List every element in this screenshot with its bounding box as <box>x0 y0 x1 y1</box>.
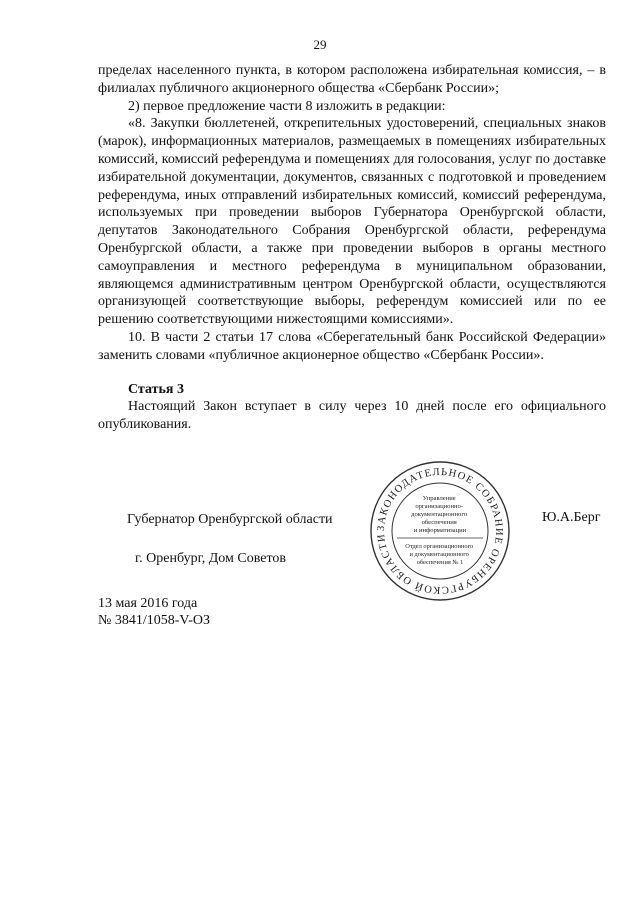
seal-ring-text: ЗАКОНОДАТЕЛЬНОЕ СОБРАНИЕ ОРЕНБУРГСКОЙ ОБЛАСТИ <box>375 466 505 596</box>
signing-date-block <box>98 595 210 629</box>
svg-text:Отдел организационного и: Отдел организационного и документационного обеспечения № 1 <box>405 543 474 566</box>
article-text: Настоящий Закон вступает в силу через 10 дней после его официального опубликования. <box>98 399 606 433</box>
svg-text:Управление организационн: Управление организационно- документационного обеспечения и информатизации <box>411 495 468 534</box>
official-seal-stamp <box>369 460 511 602</box>
page-number: 29 <box>313 37 327 52</box>
signatory-title: Губернатор Оренбургской области <box>127 512 333 527</box>
paragraph-item-2: 2) первое предложение части 8 изложить в редакции: <box>128 98 446 114</box>
signatory-name: Ю.А.Берг <box>542 510 601 525</box>
paragraph-continuation: пределах населенного пункта, в котором расположена избирательная комиссия, – в филиалах публичного акционерного общества «Сбербанк России»; <box>98 63 606 96</box>
paragraph-quote-8: «8. Закупки бюллетеней, открепительных удостоверений, специальных знаков (марок), информационных материалов, размещаемых в помещениях избирательных комиссий, комиссий референдума и помещениях для голосования, услуг по доставке избирательной документации, документов, связанных с подготовкой и проведением референдума, иных отправлений избирательных комиссий, комиссий референдума, используемых при проведении выборов Губернатора Оренбургской области, депутатов Законодательного Собрания Оренбургской области, референдума Оренбургской области, а также при проведении выборов в органы местного самоуправления и местного референдума в муниципальном образовании, являющемся административным центром Оренбургской области, осуществляются организующей соответствующие выборы, референдум комиссией или по ее решению соответствующими нижестоящими комиссиями». <box>98 116 606 328</box>
signing-place: г. Оренбург, Дом Советов <box>135 551 286 566</box>
signing-date: 13 мая 2016 года <box>98 596 198 611</box>
law-number: № 3841/1058-V-ОЗ <box>98 613 211 628</box>
paragraph-item-10: 10. В части 2 статьи 17 слова «Сберегательный банк Российской Федерации» заменить словами «публичное акционерное общество «Сбербанк России». <box>98 329 606 363</box>
article-title: Статья 3 <box>128 381 184 397</box>
document-body <box>98 62 606 434</box>
